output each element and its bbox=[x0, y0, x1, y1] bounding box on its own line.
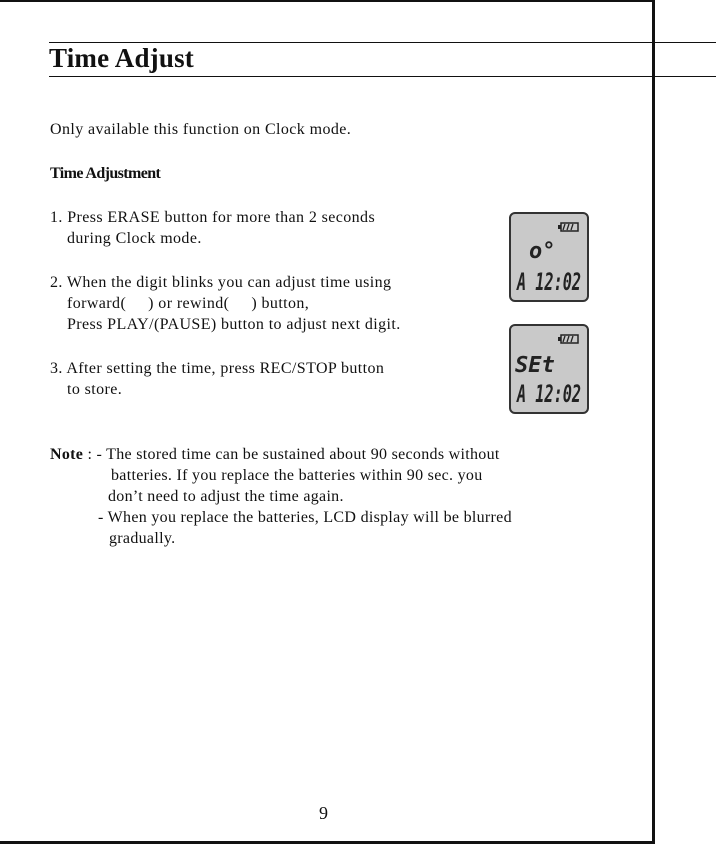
page-title: Time Adjust bbox=[49, 43, 194, 73]
step-3-line-1: 3. After setting the time, press REC/STOP button bbox=[50, 360, 385, 377]
step-2 bbox=[50, 272, 401, 335]
note-label: Note bbox=[50, 446, 84, 463]
forward-label: forward( bbox=[67, 295, 127, 312]
rewind-label: ) or rewind( bbox=[148, 295, 230, 312]
section-heading: Time Adjustment bbox=[50, 165, 161, 182]
step-2-line-1: 2. When the digit blinks you can adjust time using bbox=[50, 274, 392, 291]
note-line-5: gradually. bbox=[109, 530, 176, 547]
step-2-line-3: Press PLAY/(PAUSE) button to adjust next digit. bbox=[67, 316, 401, 333]
lcd-display-1 bbox=[509, 212, 589, 302]
step-2-line-2 bbox=[50, 293, 401, 314]
note-line-2: batteries. If you replace the batteries within 90 sec. you bbox=[111, 467, 483, 484]
note-text-1: : - The stored time can be sustained about 90 seconds without bbox=[87, 446, 500, 463]
intro-text: Only available this function on Clock mode. bbox=[50, 121, 352, 138]
battery-icon bbox=[558, 223, 578, 231]
title-rule-bottom bbox=[49, 76, 716, 77]
lcd-2-bottom-text: A 12:02 bbox=[515, 380, 581, 408]
note-line-4: - When you replace the batteries, LCD display will be blurred bbox=[98, 509, 512, 526]
lcd-1-bottom-text: A 12:02 bbox=[515, 268, 581, 296]
step-3-line-2: to store. bbox=[67, 381, 123, 398]
button-label: ) button, bbox=[251, 295, 310, 312]
note-line-1 bbox=[50, 444, 512, 465]
note bbox=[50, 444, 512, 549]
lcd-1-top-text: o° bbox=[529, 239, 556, 264]
battery-icon bbox=[558, 335, 578, 343]
step-1-line-2: during Clock mode. bbox=[67, 230, 202, 247]
step-3 bbox=[50, 358, 384, 400]
step-1-line-1: 1. Press ERASE button for more than 2 seconds bbox=[50, 209, 376, 226]
step-1 bbox=[50, 207, 375, 249]
page-number: 9 bbox=[319, 803, 328, 823]
note-line-3: don’t need to adjust the time again. bbox=[108, 488, 344, 505]
lcd-display-2 bbox=[509, 324, 589, 414]
lcd-2-top-text: SEt bbox=[515, 353, 555, 378]
